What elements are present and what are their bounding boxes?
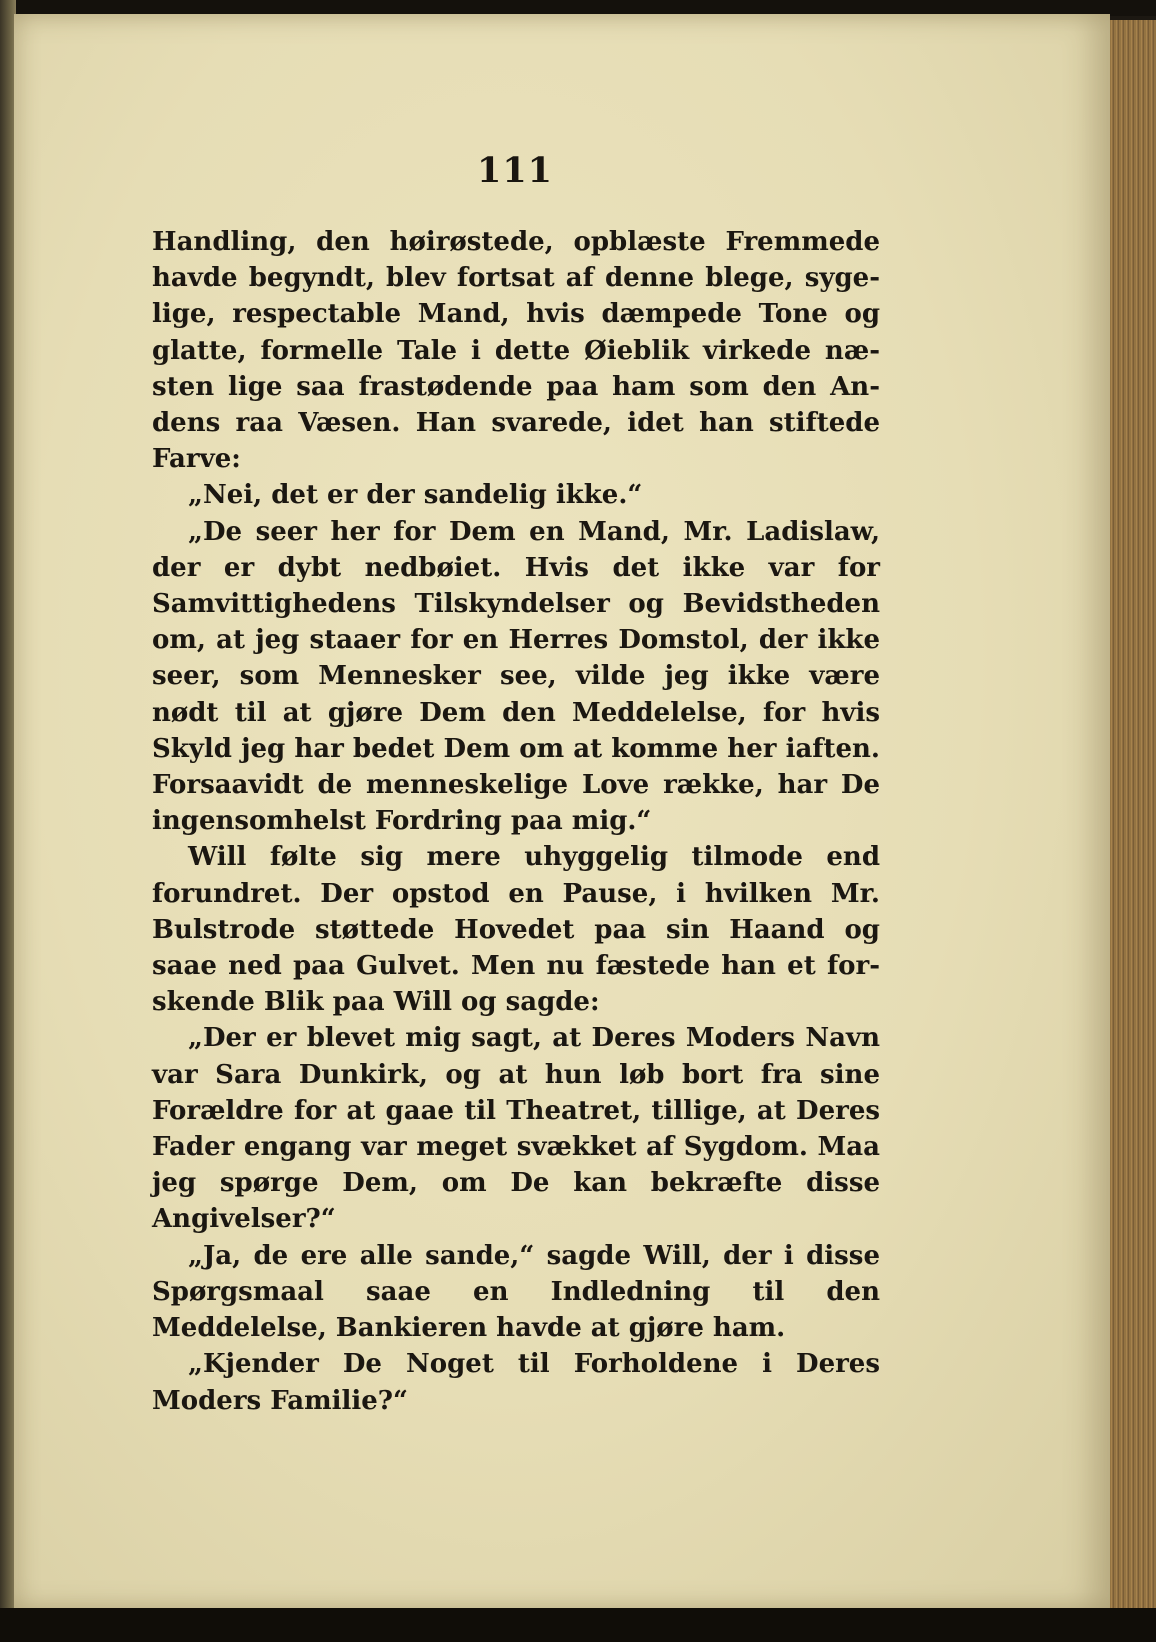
paragraph: „Nei, det er der sandelig ikke.“ bbox=[188, 480, 643, 511]
scan-bottom-edge bbox=[0, 1608, 1156, 1642]
page-number: 111 bbox=[476, 150, 554, 191]
body-text bbox=[152, 224, 880, 1419]
page-stack-edge bbox=[1110, 20, 1156, 1610]
paragraph: „De seer her for Dem en Mand, Mr. Ladislaw, der er dybt nedbøiet. Hvis det ikke var for Samvittighedens Tilskyndelser og Bevidstheden om, at jeg staaer for en Herres Domstol, der ikke seer, som Mennesker see, vilde jeg ikke være nødt til at gjøre Dem den Meddelelse, for hvis Skyld jeg har bedet Dem om at komme her iaften. Forsaavidt de menneskelige Love række, har De ingensomhelst Fordring paa mig.“ bbox=[152, 516, 880, 837]
paragraph: Will følte sig mere uhyggelig tilmode end forundret. Der opstod en Pause, i hvilken Mr. Bulstrode støttede Hovedet paa sin Haand og saae ned paa Gulvet. Men nu fæstede han et forskende Blik paa Will og sagde: bbox=[152, 842, 880, 1018]
paragraph: „Der er blevet mig sagt, at Deres Moders Navn var Sara Dunkirk, og at hun løb bort fra sine Forældre for at gaae til Theatret, tillige, at Deres Fader engang var meget svækket af Sygdom. Maa jeg spørge Dem, om De kan bekræfte disse Angivelser?“ bbox=[152, 1023, 880, 1235]
paragraph: „Kjender De Noget til Forholdene i Deres Moders Familie?“ bbox=[152, 1349, 880, 1416]
paragraph: „Ja, de ere alle sande,“ sagde Will, der i disse Spørgsmaal saae en Indledning til den Meddelelse, Bankieren havde at gjøre ham. bbox=[152, 1240, 880, 1344]
paragraph: Handling, den høirøstede, opblæste Fremmede havde begyndt, blev fortsat af denne blege, sygelige, respectable Mand, hvis dæmpede Tone og glatte, formelle Tale i dette Øieblik virkede næsten lige saa frastødende paa ham som den Andens raa Væsen. Han svarede, idet han stiftede Farve: bbox=[152, 227, 880, 475]
